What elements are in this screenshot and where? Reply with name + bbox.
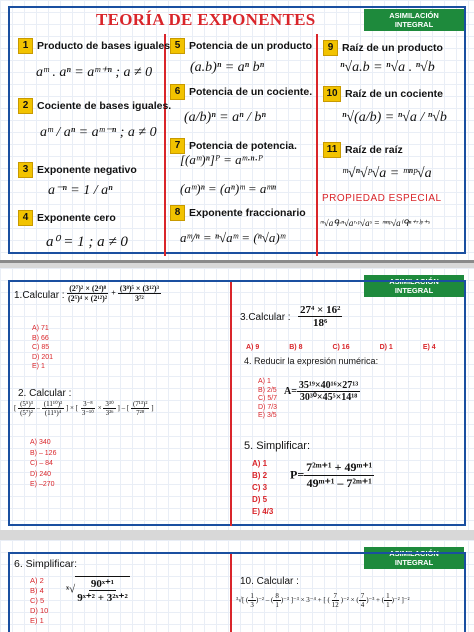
rule-item: 2 Cociente de bases iguales. xyxy=(18,98,171,114)
column-divider xyxy=(230,282,232,526)
option[interactable]: D) 240 xyxy=(30,470,52,478)
slide-exercises-2 xyxy=(0,540,474,632)
question-expression: ³√[ ( $\frac{1}{3}$ )⁻² – ( $\frac{8}{1}$ )⁻³ ]⁻³ × 3⁻⁴ + [ ( $\frac{7}{12}$ )⁻² × ( $\frac{7}{4}$ )⁻³ + ( $\frac{1}{1}$ )⁻² ]⁻² xyxy=(236,592,410,609)
rule-item: 5 Potencia de un producto xyxy=(170,38,312,54)
option[interactable]: E) 3/5 xyxy=(258,412,277,419)
rule-formula: (a.b)ⁿ = aⁿ bⁿ xyxy=(190,60,264,75)
rule-formula: (a/b)ⁿ = aⁿ / bⁿ xyxy=(184,110,266,125)
rule-formula: [(aᵐ)ⁿ]ᴾ = aᵐ·ⁿ·ᴾ xyxy=(180,152,263,167)
rule-formula: aᵐ / aⁿ = aᵐ⁻ⁿ ; a ≠ 0 xyxy=(40,125,157,140)
question-label: 6. Simplificar: xyxy=(14,558,78,570)
brand-name: ASIMILACIÓN INTEGRAL xyxy=(364,9,464,31)
option[interactable]: E) 4/3 xyxy=(252,507,274,516)
question-expression: P= $\frac{\text{7²ᵐ⁺¹ + 49ᵐ⁺¹}}{\text{49ᵐ⁺¹ – 7²ᵐ⁺¹}}$ xyxy=(290,460,373,490)
option[interactable]: C) 3 xyxy=(252,483,268,492)
option[interactable]: E) 1 xyxy=(30,616,44,625)
rule-item: 4 Exponente cero xyxy=(18,210,116,226)
option[interactable]: E) 1 xyxy=(32,363,45,370)
option[interactable]: D) 10 xyxy=(30,606,49,615)
rule-item: 10 Raíz de un cociente xyxy=(323,86,443,102)
option[interactable]: D) 201 xyxy=(32,353,54,361)
answer-options xyxy=(32,324,53,372)
answer-options xyxy=(30,576,48,626)
rule-formula: ⁿ√a.b = ⁿ√a . ⁿ√b xyxy=(340,60,435,75)
question-label: 1.Calcular : xyxy=(14,290,65,301)
option[interactable]: A) 71 xyxy=(32,325,49,332)
brand-name: ASIMILACIÓN INTEGRAL xyxy=(364,275,464,297)
slide-theory xyxy=(0,0,474,263)
option[interactable]: D) 1 xyxy=(379,344,393,351)
question-expression: $\frac{\text{27⁴ × 16²}}{\text{18⁶}}$ xyxy=(300,304,341,329)
option[interactable]: C) 16 xyxy=(332,344,350,351)
brand-logo xyxy=(364,6,464,32)
brand-name: ASIMILACIÓN INTEGRAL xyxy=(364,547,464,569)
option[interactable]: B) 2/5 xyxy=(258,386,277,394)
column-divider xyxy=(316,34,318,256)
question-expression: [ $\frac{\text{(5⁵)³}}{\text{(5⁷)²}}$ – $\frac{\text{(11¹⁰)²}}{\text{(11⁵)⁴}}$ ] × [ $\frac{\text{3⁻⁸}}{\text{3⁻¹⁰}}$ × $\frac{\text{3³⁰}}{\text{3²⁶}}$ ] – [ $\frac{\text{(7¹³)²}}{\text{7²⁸}}$ ] xyxy=(14,400,154,417)
option[interactable]: D) 5 xyxy=(252,495,268,504)
option[interactable]: B) 2 xyxy=(252,471,268,480)
option[interactable]: B) 66 xyxy=(32,334,49,342)
option[interactable]: A) 1 xyxy=(252,459,268,468)
option[interactable]: C) 85 xyxy=(32,344,50,351)
special-property-title: PROPIEDAD ESPECIAL xyxy=(322,193,442,204)
option[interactable]: B) – 126 xyxy=(30,449,57,457)
option[interactable]: A) 9 xyxy=(246,344,260,351)
option[interactable]: E) 4 xyxy=(422,344,436,351)
rule-item: 3 Exponente negativo xyxy=(18,162,137,178)
rule-formula: ᵐ√ⁿ√ᵖ√a = ᵐⁿᵖ√a xyxy=(342,166,432,181)
rule-item: 9 Raíz de un producto xyxy=(323,40,443,56)
rule-item: 6 Potencia de un cociente. xyxy=(170,84,312,100)
rule-item: 7 Potencia de potencia. xyxy=(170,138,297,154)
option[interactable]: A) 2 xyxy=(30,576,44,585)
question-label: 5. Simplificar: xyxy=(244,440,311,452)
answer-options xyxy=(246,344,436,351)
question-label: 3.Calcular : xyxy=(240,312,291,323)
option[interactable]: A) 340 xyxy=(30,439,51,446)
special-property-formula: ᵐ√aᑫ·ⁿ√aʳ·ᵖ√aˢ = ᵐⁿᵖ√a⁽ᑫⁿ⁺ʳ⁾ᵖ⁺ˢ xyxy=(320,218,430,228)
question-expression: A= $\frac{\text{35¹⁹×40¹⁶×27¹³}}{\text{30³⁰×45⁵×14¹⁸}}$ xyxy=(284,380,359,403)
rule-formula: a⁰ = 1 ; a ≠ 0 xyxy=(46,234,128,250)
option[interactable]: A) 1 xyxy=(258,378,271,385)
answer-options xyxy=(258,378,277,421)
question-label: 2. Calcular : xyxy=(18,388,72,399)
rule-formula: ⁿ√(a/b) = ⁿ√a / ⁿ√b xyxy=(342,110,447,125)
option[interactable]: C) – 84 xyxy=(30,460,53,467)
question-expression: $\frac{\text{(2⁷)² × (2⁴)⁸}}{\text{(2⁵)⁴ × (2¹²)²}}$ + $\frac{\text{(3⁸)⁵ × (3¹²)³}}{\text{3⁷²}}$ xyxy=(68,284,159,303)
rule-formula: aᵐ . aⁿ = aᵐ⁺ⁿ ; a ≠ 0 xyxy=(36,65,153,80)
option[interactable]: D) 7/3 xyxy=(258,403,278,411)
question-expression: ˣ√ $\frac{\text{90ˣ⁺¹}}{\text{9ˣ⁺² + 3²ˣ⁺²}}$ xyxy=(66,578,128,604)
rule-formula: a⁻ⁿ = 1 / aⁿ xyxy=(48,183,113,198)
page-title: TEORÍA DE EXPONENTES xyxy=(96,10,316,29)
option[interactable]: C) 5 xyxy=(30,596,45,605)
rule-formula: aᵐ/ⁿ = ⁿ√aᵐ = (ⁿ√a)ᵐ xyxy=(180,230,286,245)
answer-options xyxy=(252,458,273,518)
rule-item: 11 Raíz de raíz xyxy=(323,142,403,158)
question-label: 10. Calcular : xyxy=(240,576,299,587)
option[interactable]: E) –270 xyxy=(30,481,55,488)
option[interactable]: C) 5/7 xyxy=(258,395,278,402)
rule-formula: (aᵐ)ⁿ = (aⁿ)ᵐ = aᵐⁿ xyxy=(180,181,276,196)
column-divider xyxy=(230,554,232,632)
slide-exercises xyxy=(0,268,474,530)
option[interactable]: B) 4 xyxy=(30,586,44,595)
rule-item: 8 Exponente fraccionario xyxy=(170,205,306,221)
rule-item: 1 Producto de bases iguales xyxy=(18,38,170,54)
column-divider xyxy=(164,34,166,256)
answer-options xyxy=(30,438,56,491)
question-label: 4. Reducir la expresión numérica: xyxy=(244,356,379,366)
option[interactable]: B) 8 xyxy=(289,344,303,351)
